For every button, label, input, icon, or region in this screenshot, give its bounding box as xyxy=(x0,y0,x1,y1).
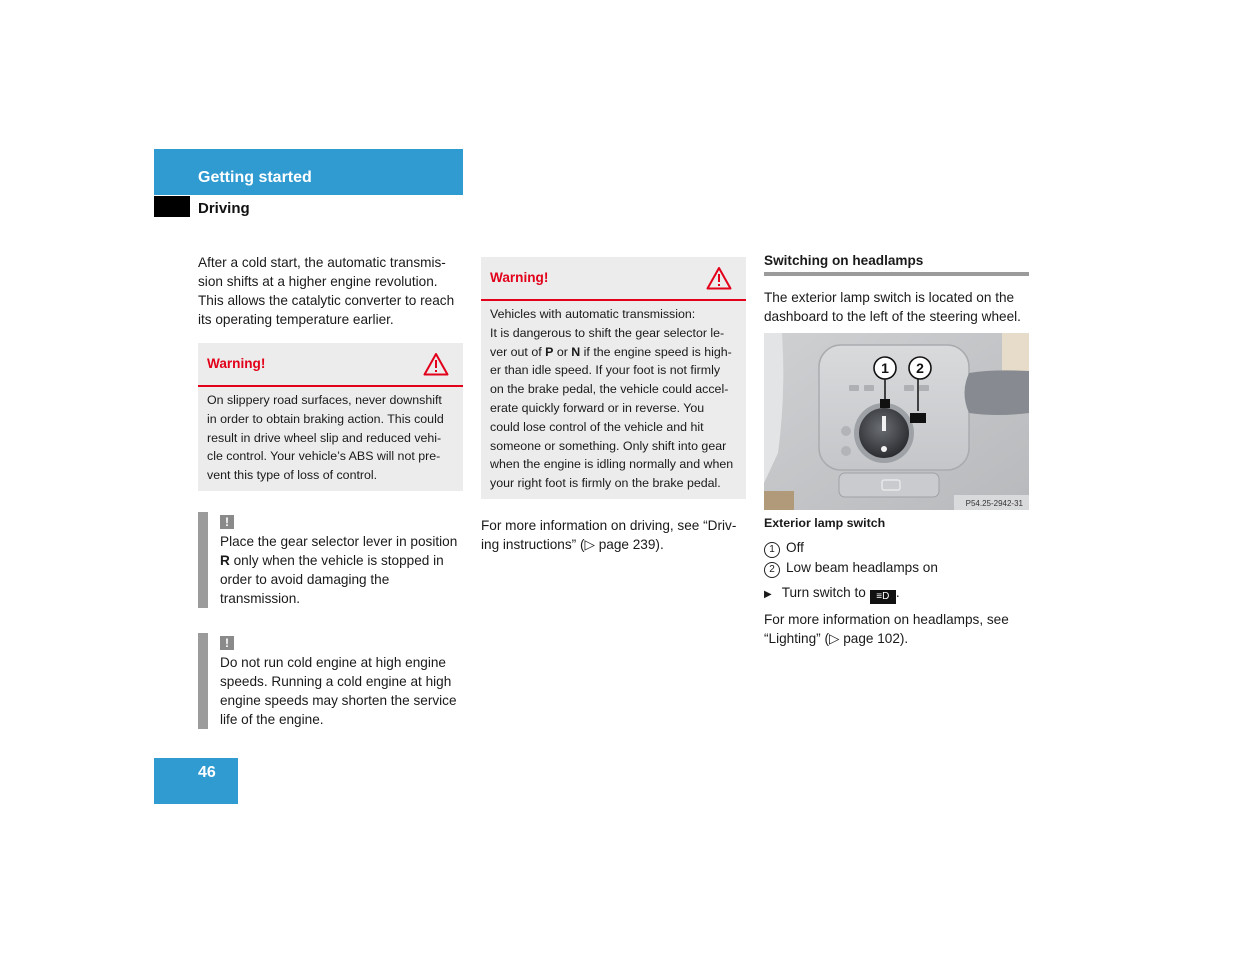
photo-code: P54.25-2942-31 xyxy=(965,499,1023,508)
warning-text: On slippery road surfaces, never downshift in order to obtain braking action. This could result in drive wheel slip and reduced vehi-cle control. Your vehicle’s ABS will not pre-vent this type of loss of control. xyxy=(207,393,444,483)
note-gear-selector xyxy=(198,512,461,608)
svg-text:1: 1 xyxy=(881,360,889,376)
svg-text:2: 2 xyxy=(916,360,924,376)
instruction-step: ▶ Turn switch to ≡D . xyxy=(764,585,900,602)
note-text: Place the gear selector lever in position R only when the vehicle is stopped in order to avoid damaging the transmission. xyxy=(220,534,458,606)
note-text: Do not run cold engine at high engine speeds. Running a cold engine at high engine speeds may shorten the service life of the engine. xyxy=(220,655,457,727)
warning-box-gear-shift xyxy=(481,257,746,499)
step-arrow-icon: ▶ xyxy=(764,589,772,600)
photo-caption: Exterior lamp switch xyxy=(764,516,886,530)
intro-paragraph: After a cold start, the automatic transmis-sion shifts at a higher engine revolution. This allows the catalytic converter to reach its operating temperature earlier. xyxy=(198,255,455,327)
warning-box-downshift xyxy=(198,343,463,491)
driving-more-info: For more information on driving, see “Driv-ing instructions” (▷ page 239). xyxy=(481,518,737,552)
section-title: Getting started xyxy=(198,169,312,186)
legend-list xyxy=(764,538,1029,578)
legend-number: 2 xyxy=(764,562,780,578)
legend-item-low-beam: 2 Low beam headlamps on xyxy=(764,558,1029,578)
headlamps-intro: The exterior lamp switch is located on the dashboard to the left of the steering wheel. xyxy=(764,290,1021,324)
low-beam-symbol-icon: ≡D xyxy=(870,590,896,604)
warning-header xyxy=(198,343,463,387)
subsection-title: Driving xyxy=(198,200,250,217)
exterior-lamp-switch-photo xyxy=(764,333,1029,510)
note-cold-engine xyxy=(198,633,461,729)
caution-exclamation-icon: ! xyxy=(220,515,234,529)
legend-number: 1 xyxy=(764,542,780,558)
warning-header xyxy=(481,257,746,301)
warning-text: Vehicles with automatic transmission: It is dangerous to shift the gear selector le-ver out of P or N if the engine speed is high-er than idle speed. If your foot is not firmly on the brake pedal, the vehicle could accel-erate quickly forward or in reverse. You could lose control of the vehicle and hit someone or something. Only shift into gear when the engine is idling normally and when your right foot is firmly on the brake pedal. xyxy=(490,307,734,491)
page-number: 46 xyxy=(198,764,216,781)
warning-triangle-icon xyxy=(423,352,449,376)
warning-label: Warning! xyxy=(490,270,549,285)
legend-item-off: 1 Off xyxy=(764,538,1029,558)
caution-exclamation-icon: ! xyxy=(220,636,234,650)
headlamps-more-info: For more information on headlamps, see “Lighting” (▷ page 102). xyxy=(764,612,1009,646)
warning-label: Warning! xyxy=(207,356,266,371)
headlamps-heading: Switching on headlamps xyxy=(764,253,1029,276)
section-tab-marker xyxy=(154,196,190,217)
warning-triangle-icon xyxy=(706,266,732,290)
